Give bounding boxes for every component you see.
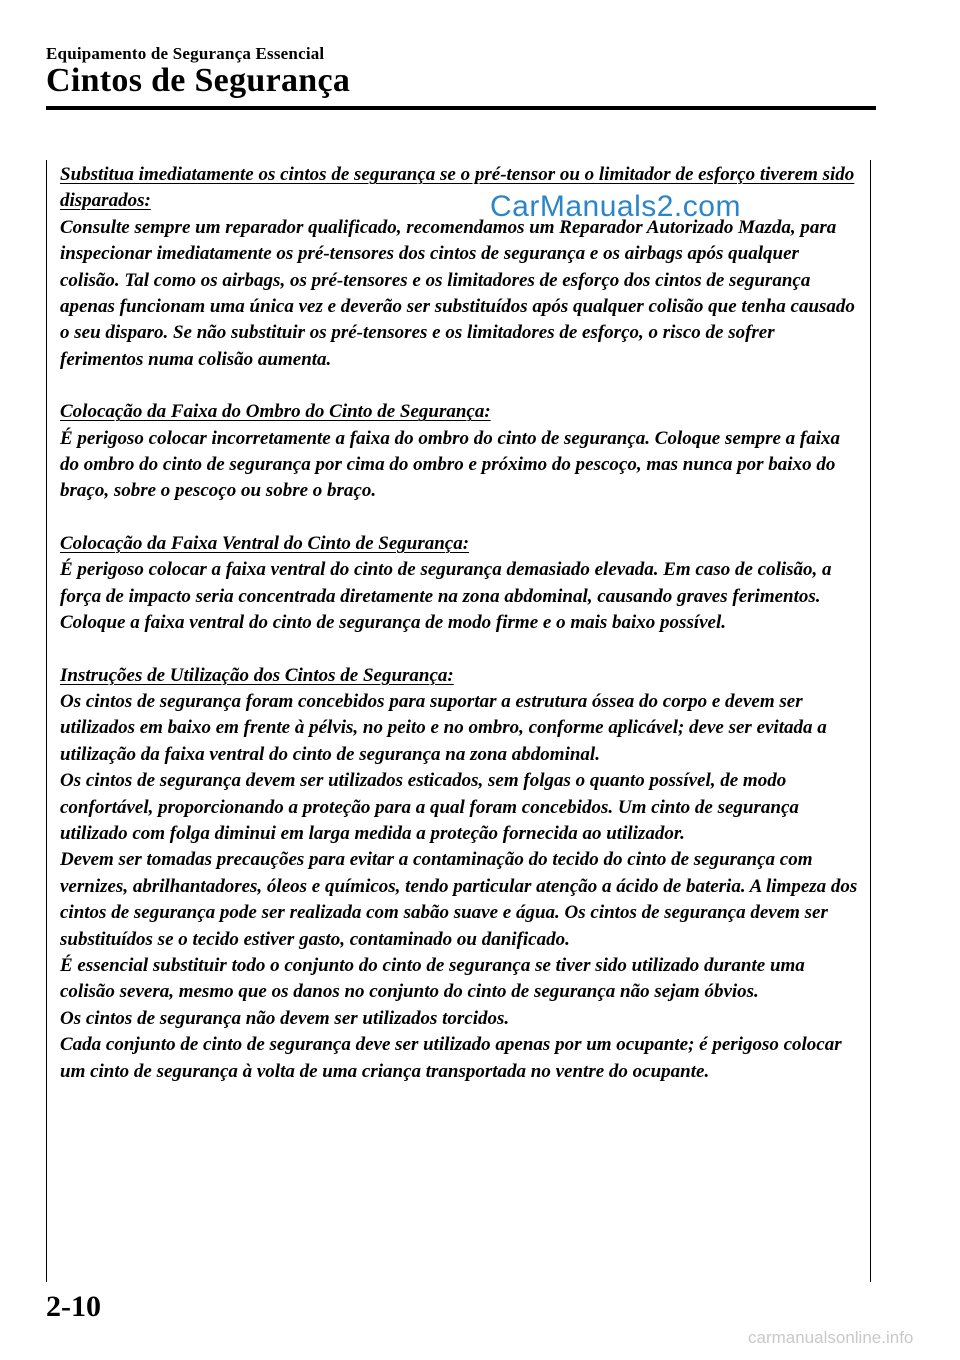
paragraph: Cada conjunto de cinto de segurança deve ser utilizado apenas por um ocupante; é perigoso colocar um cinto de segurança à volta de uma criança transportada no ventre do ocupante. [60, 1034, 842, 1082]
paragraph: Devem ser tomadas precauções para evitar a contaminação do tecido do cinto de segurança com vernizes, abrilhantadores, óleos e químicos, tendo particular atenção a ácido de bateria. A limpeza dos cintos de segurança pode ser realizada com sabão suave e água. Os cintos de segurança devem ser substituídos se o tecido estiver gasto, contaminado ou danificado. [60, 849, 858, 950]
frame-right-border [870, 160, 871, 1282]
paragraph: É perigoso colocar a faixa ventral do cinto de segurança demasiado elevada. Em caso de colisão, a força de impacto seria concentrada diretamente na zona abdominal, causando graves ferimentos. Coloque a faixa ventral do cinto de segurança de modo firme e o mais baixo possível. [60, 559, 832, 634]
content-body [60, 162, 860, 1111]
paragraph: É perigoso colocar incorretamente a faixa do ombro do cinto de segurança. Coloque sempre a faixa do ombro do cinto de segurança por cima do ombro e próximo do pescoço, mas nunca por baixo do braço, sobre o pescoço ou sobre o braço. [60, 427, 841, 502]
paragraph: Os cintos de segurança foram concebidos para suportar a estrutura óssea do corpo e devem ser utilizados em baixo em frente à pélvis, no peito e no ombro, conforme aplicável; deve ser evitada a utilização da faixa ventral do cinto de segurança na zona abdominal. [60, 690, 827, 765]
block-heading: Colocação da Faixa do Ombro do Cinto de Segurança: [60, 401, 491, 423]
section-label: Equipamento de Segurança Essencial [46, 44, 325, 63]
block-heading: Instruções de Utilização dos Cintos de Segurança: [60, 664, 454, 686]
watermark-carmanualsonline: carmanualsonline.info [748, 1328, 914, 1347]
paragraph: Os cintos de segurança devem ser utilizados esticados, sem folgas o quanto possível, de modo confortável, proporcionando a proteção para a qual foram concebidos. Um cinto de segurança utilizado com folga diminui em larga medida a proteção fornecida ao utilizador. [60, 770, 799, 844]
block-heading: Substitua imediatamente os cintos de segurança se o pré-tensor ou o limitador de esforço tiverem sido disparados: [60, 164, 855, 212]
paragraph: Consulte sempre um reparador qualificado, recomendamos um Reparador Autorizado Mazda, para inspecionar imediatamente os pré-tensores dos cintos de segurança e os airbags após qualquer colisão. Tal como os airbags, os pré-tensores e os limitadores de esforço dos cintos de segurança apenas funcionam uma única vez e deverão ser substituídos após qualquer colisão que tenha causado o seu disparo. Se não substituir os pré-tensores e os limitadores de esforço, o risco de sofrer ferimentos numa colisão aumenta. [60, 216, 855, 370]
page-title: Cintos de Segurança [46, 62, 351, 99]
block-heading: Colocação da Faixa Ventral do Cinto de Segurança: [60, 532, 470, 554]
paragraph: É essencial substituir todo o conjunto do cinto de segurança se tiver sido utilizado durante uma colisão severa, mesmo que os danos no conjunto do cinto de segurança não sejam óbvios. [60, 954, 805, 1003]
watermark-carmanuals2: CarManuals2.com [490, 190, 741, 223]
page-number: 2-10 [46, 1290, 101, 1323]
warning-block [60, 399, 860, 505]
warning-block [60, 531, 860, 637]
paragraph: Os cintos de segurança não devem ser utilizados torcidos. [60, 1007, 510, 1029]
warning-block [60, 663, 860, 1086]
header-divider [46, 106, 876, 110]
frame-left-border [46, 160, 47, 1282]
